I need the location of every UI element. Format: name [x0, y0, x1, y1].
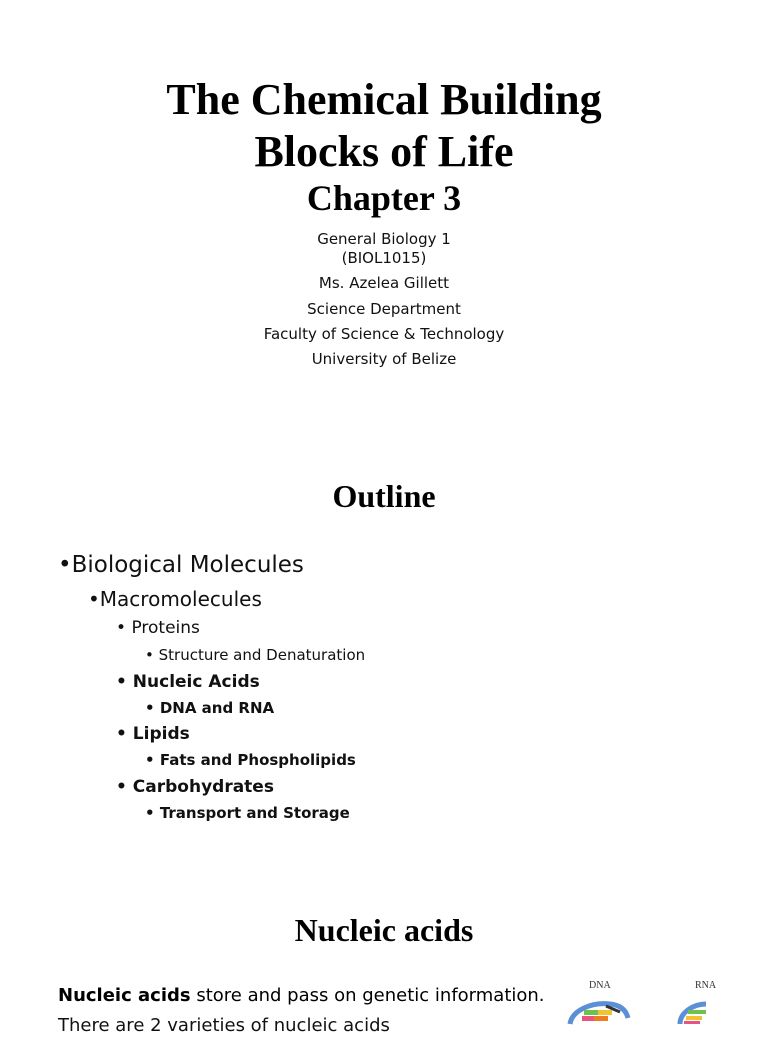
bullet-icon: • — [145, 751, 155, 769]
outline-item-text: Macromolecules — [99, 587, 262, 611]
title-line-2: Blocks of Life — [254, 127, 514, 176]
nucleic-acids-heading: Nucleic acids — [294, 912, 474, 948]
outline-item-text: Transport and Storage — [159, 804, 350, 822]
rna-base — [684, 1021, 700, 1024]
university-name: University of Belize — [311, 350, 457, 368]
rna-strand-icon — [668, 996, 728, 1024]
outline-item-text: Fats and Phospholipids — [159, 751, 356, 769]
outline-item — [145, 804, 350, 822]
outline-item-text: Lipids — [132, 724, 190, 744]
outline-item-text: Nucleic Acids — [132, 672, 260, 692]
nucleic-acids-paragraph-2: There are 2 varieties of nucleic acids — [58, 1015, 390, 1036]
outline-item-text: Carbohydrates — [132, 777, 274, 797]
outline-item — [88, 587, 262, 611]
bullet-icon: • — [116, 724, 127, 744]
outline-item-text: Biological Molecules — [71, 552, 304, 578]
outline-heading: Outline — [332, 478, 436, 514]
bullet-icon: • — [116, 777, 127, 797]
outline-item — [145, 646, 365, 664]
course-name: General Biology 1 — [317, 230, 451, 248]
nucleic-acids-description: store and pass on genetic information. — [190, 985, 545, 1006]
dna-label: DNA — [589, 980, 611, 991]
dna-base — [594, 1016, 608, 1021]
bullet-icon: • — [145, 804, 155, 822]
bullet-icon: • — [116, 672, 127, 692]
outline-item — [58, 552, 304, 578]
bullet-icon: • — [88, 587, 100, 611]
bullet-icon: • — [145, 646, 154, 664]
rna-base — [686, 1016, 702, 1020]
outline-item — [116, 777, 274, 797]
dna-base — [584, 1010, 598, 1015]
outline-item — [116, 724, 190, 744]
dna-base — [598, 1010, 612, 1015]
nucleic-acids-term: Nucleic acids — [58, 985, 191, 1006]
rna-label: RNA — [695, 980, 717, 991]
department-name: Science Department — [307, 300, 461, 318]
instructor-name: Ms. Azelea Gillett — [318, 274, 450, 292]
dna-helix-icon — [562, 996, 642, 1024]
faculty-name: Faculty of Science & Technology — [263, 325, 505, 343]
chapter-label: Chapter 3 — [306, 178, 462, 218]
bullet-icon: • — [58, 552, 72, 578]
outline-item — [145, 751, 356, 769]
title-line-1: The Chemical Building — [166, 75, 602, 124]
outline-item-text: Proteins — [131, 618, 200, 638]
rna-base — [688, 1010, 706, 1014]
outline-item-text: Structure and Denaturation — [158, 646, 366, 664]
outline-item — [116, 672, 260, 692]
bullet-icon: • — [145, 699, 155, 717]
dna-base — [582, 1016, 594, 1021]
outline-item-text: DNA and RNA — [159, 699, 275, 717]
title-slide — [0, 0, 768, 430]
course-code: (BIOL1015) — [341, 249, 427, 267]
bullet-icon: • — [116, 618, 127, 638]
outline-item — [145, 699, 274, 717]
outline-item — [116, 618, 200, 638]
nucleic-acids-paragraph — [58, 984, 558, 1008]
